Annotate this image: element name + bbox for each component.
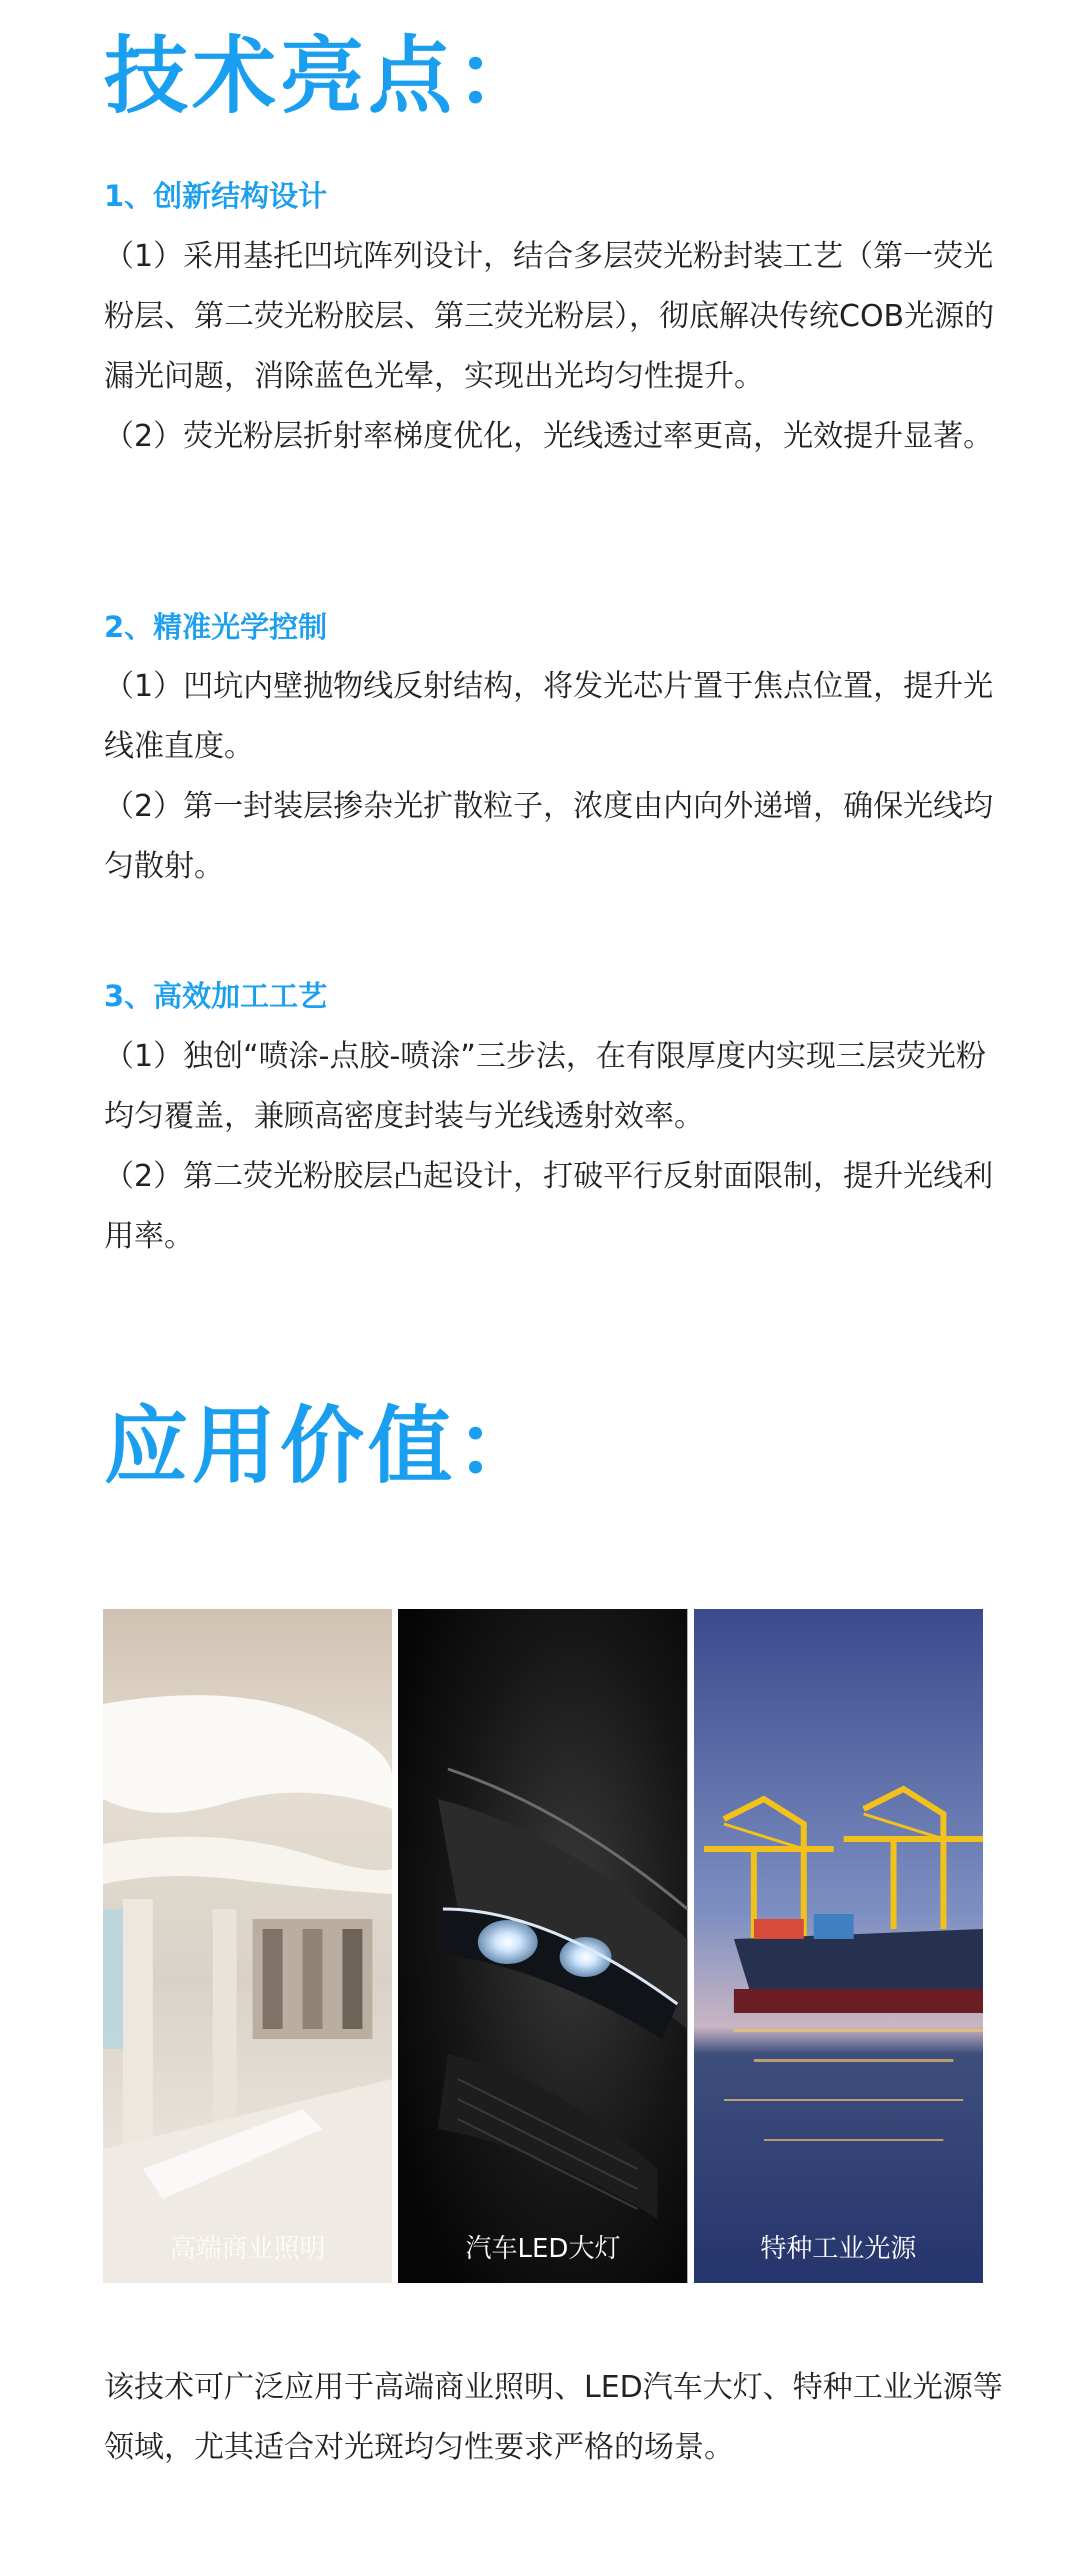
section-item: （1）凹坑内壁抛物线反射结构，将发光芯片置于焦点位置，提升光线准直度。 (104, 669, 994, 764)
commercial-lighting-image (103, 1609, 392, 2283)
section-item: （1）独创“喷涂-点胶-喷涂”三步法，在有限厚度内实现三层荧光粉均匀覆盖，兼顾高密度封装与光线透射效率。 (104, 1039, 986, 1134)
application-summary: 该技术可广泛应用于高端商业照明、LED汽车大灯、特种工业光源等领域，尤其适合对光斑均匀性要求严格的场景。 (104, 2370, 1003, 2465)
image-caption: 特种工业光源 (760, 2234, 917, 2264)
car-headlight-image (398, 1609, 687, 2283)
section-item: （2）第一封装层掺杂光扩散粒子，浓度由内向外递增，确保光线均匀散射。 (104, 789, 994, 884)
section-title-structure: 1、创新结构设计 (104, 179, 328, 213)
tech-highlights-heading: 技术亮点： (104, 27, 545, 125)
section-title-process: 3、高效加工工艺 (104, 979, 328, 1013)
section-title-optics: 2、精准光学控制 (104, 610, 328, 644)
image-caption: 汽车LED大灯 (465, 2234, 621, 2264)
section-item: （1）采用基托凹坑阵列设计，结合多层荧光粉封装工艺（第一荧光粉层、第二荧光粉胶层、第三荧光粉层），彻底解决传统COB光源的漏光问题，消除蓝色光晕，实现出光均匀性提升。 (104, 239, 995, 394)
application-value-heading: 应用价值： (104, 1397, 545, 1495)
image-caption: 高端商业照明 (169, 2234, 326, 2264)
industrial-light-image (694, 1609, 983, 2283)
section-item: （2）荧光粉层折射率梯度优化，光线透过率更高，光效提升显著。 (104, 419, 994, 454)
section-item: （2）第二荧光粉胶层凸起设计，打破平行反射面限制，提升光线利用率。 (104, 1159, 994, 1254)
application-gallery (103, 1609, 983, 2283)
